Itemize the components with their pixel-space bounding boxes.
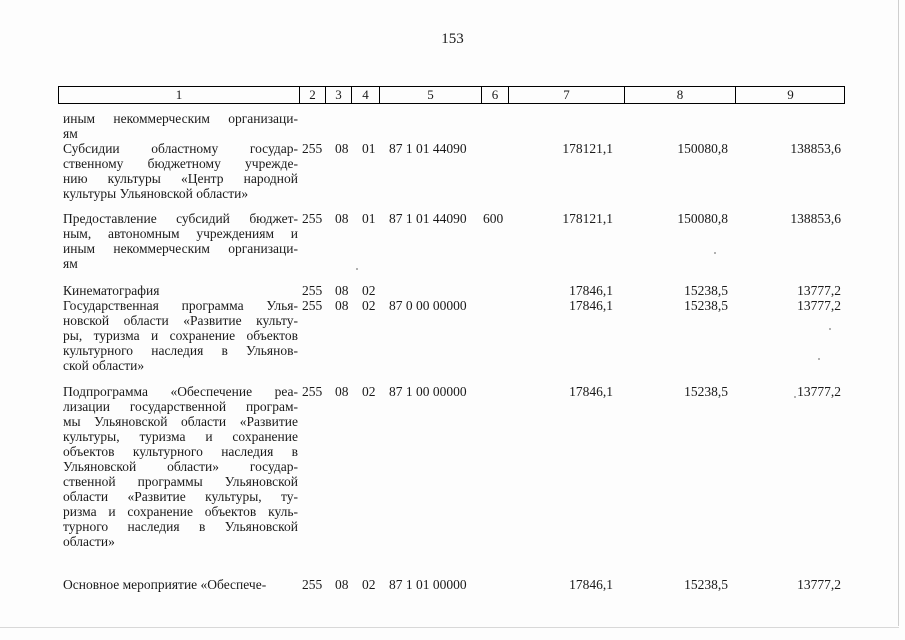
- amount-col-8: 15238,5: [684, 577, 728, 592]
- row-name-line: ственному бюджетному учрежде-: [63, 156, 298, 171]
- gr-code: 255: [302, 298, 323, 313]
- amount-col-8: 15238,5: [684, 384, 728, 399]
- row-name-line: Основное мероприятие «Обеспече-: [63, 577, 267, 592]
- target-article-code: 87 0 00 00000: [389, 298, 467, 313]
- row-name-line: лизации государственной програм-: [63, 399, 298, 414]
- header-col-1: 1: [175, 87, 183, 102]
- row-name: [63, 141, 298, 201]
- row-name-line: области «Развитие культуры, ту-: [63, 489, 298, 504]
- amount-col-7: 178121,1: [562, 211, 613, 226]
- row-name-line: новской области «Развитие культу-: [63, 313, 298, 328]
- header-col-7: 7: [508, 87, 624, 103]
- row-name-line: ным, автономным учреждениям и: [63, 226, 298, 241]
- header-col-3: 3: [325, 87, 351, 103]
- row-name: [63, 384, 298, 549]
- target-article-code: 87 1 01 44090: [389, 141, 467, 156]
- row-name-line: культуры Ульяновской области»: [63, 186, 249, 201]
- table-header: [58, 86, 845, 104]
- amount-col-8: 150080,8: [677, 211, 728, 226]
- row-name-line: ственной программы Ульяновской: [63, 474, 298, 489]
- gr-code: 255: [302, 577, 323, 592]
- amount-col-7: 17846,1: [569, 384, 613, 399]
- row-name-line: мы Ульяновской области «Развитие: [63, 414, 298, 429]
- scan-speck: [829, 328, 831, 330]
- amount-col-9: 138853,6: [790, 141, 841, 156]
- amount-col-9: 13777,2: [797, 577, 841, 592]
- row-name-line: нию культуры «Центр народной: [63, 171, 298, 186]
- row-name-line: культуры, туризма и сохранение: [63, 429, 298, 444]
- row-name-line: ры, туризма и сохранение объектов: [63, 328, 298, 343]
- header-col-6: 6: [481, 87, 508, 103]
- target-article-code: 87 1 00 00000: [389, 384, 467, 399]
- row-name-line: иным некоммерческим организаци-: [63, 111, 298, 126]
- row-name-line: Ульяновской области» государ-: [63, 459, 298, 474]
- row-name-line: области»: [63, 534, 115, 549]
- row-name: [63, 577, 298, 592]
- target-article-code: 87 1 01 00000: [389, 577, 467, 592]
- subsection-code: 01: [362, 141, 376, 156]
- gr-code: 255: [302, 141, 323, 156]
- scan-speck: [356, 268, 358, 270]
- amount-col-8: 15238,5: [684, 283, 728, 298]
- section-code: 08: [335, 384, 349, 399]
- row-name-line: ям: [63, 126, 78, 141]
- page-number: 153: [441, 31, 464, 47]
- row-name: [63, 111, 298, 141]
- scan-speck: [794, 396, 796, 398]
- expense-type-code: 600: [483, 211, 504, 226]
- scan-speck: [818, 358, 820, 360]
- amount-col-7: 178121,1: [562, 141, 613, 156]
- row-name-line: Государственная программа Улья-: [63, 298, 298, 313]
- section-code: 08: [335, 283, 349, 298]
- amount-col-9: 138853,6: [790, 211, 841, 226]
- section-code: 08: [335, 211, 349, 226]
- row-name: [63, 211, 298, 271]
- page-edge-bottom: [0, 627, 899, 628]
- row-name-line: иным некоммерческим организаци-: [63, 241, 298, 256]
- header-col-2: 2: [299, 87, 325, 103]
- subsection-code: 02: [362, 384, 376, 399]
- row-name-line: культурного наследия в Ульянов-: [63, 343, 298, 358]
- row-name: [63, 298, 298, 373]
- row-name-line: Субсидии областному государ-: [63, 141, 298, 156]
- gr-code: 255: [302, 384, 323, 399]
- row-name-line: Предоставление субсидий бюджет-: [63, 211, 298, 226]
- header-col-9: 9: [735, 87, 845, 103]
- amount-col-9: 13777,2: [797, 384, 841, 399]
- subsection-code: 02: [362, 577, 376, 592]
- row-name-line: турного наследия в Ульяновской: [63, 519, 298, 534]
- row-name-line: Подпрограмма «Обеспечение реа-: [63, 384, 298, 399]
- header-col-4: 4: [351, 87, 379, 103]
- header-col-5: 5: [379, 87, 481, 103]
- amount-col-8: 150080,8: [677, 141, 728, 156]
- row-name-line: ской области»: [63, 358, 145, 373]
- section-code: 08: [335, 141, 349, 156]
- amount-col-8: 15238,5: [684, 298, 728, 313]
- row-name-line: объектов культурного наследия в: [63, 444, 298, 459]
- amount-col-7: 17846,1: [569, 283, 613, 298]
- amount-col-7: 17846,1: [569, 298, 613, 313]
- row-name-line: ризма и сохранение объектов куль-: [63, 504, 298, 519]
- section-code: 08: [335, 577, 349, 592]
- section-code: 08: [335, 298, 349, 313]
- scan-speck: [714, 252, 716, 254]
- row-name: [63, 283, 298, 298]
- amount-col-7: 17846,1: [569, 577, 613, 592]
- gr-code: 255: [302, 283, 323, 298]
- amount-col-9: 13777,2: [797, 298, 841, 313]
- row-name-line: Кинематография: [63, 283, 160, 298]
- amount-col-9: 13777,2: [797, 283, 841, 298]
- target-article-code: 87 1 01 44090: [389, 211, 467, 226]
- subsection-code: 02: [362, 283, 376, 298]
- subsection-code: 02: [362, 298, 376, 313]
- gr-code: 255: [302, 211, 323, 226]
- subsection-code: 01: [362, 211, 376, 226]
- header-col-8: 8: [624, 87, 735, 103]
- page-edge-right: [898, 0, 899, 626]
- row-name-line: ям: [63, 256, 78, 271]
